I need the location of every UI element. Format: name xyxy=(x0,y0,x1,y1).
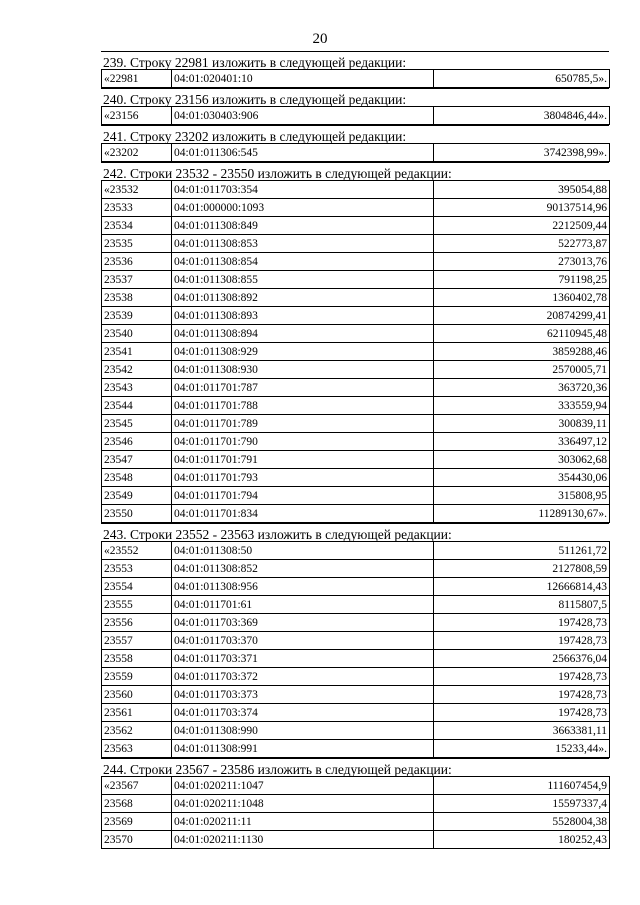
table-row xyxy=(102,578,610,596)
value-cell: 315808,95 xyxy=(434,487,610,505)
value-cell: 197428,73 xyxy=(434,668,610,686)
cadastral-number-cell: 04:01:011701:61 xyxy=(172,596,434,614)
table-row xyxy=(102,813,610,831)
table-row xyxy=(102,777,610,795)
table-row xyxy=(102,632,610,650)
table-row xyxy=(102,107,610,125)
value-cell: 273013,76 xyxy=(434,253,610,271)
data-table xyxy=(101,143,610,162)
row-number-cell: «23156 xyxy=(102,107,172,125)
table-row xyxy=(102,614,610,632)
row-number-cell: 23553 xyxy=(102,560,172,578)
table-row xyxy=(102,343,610,361)
cadastral-number-cell: 04:01:011308:849 xyxy=(172,217,434,235)
value-cell: 3742398,99». xyxy=(434,144,610,162)
table-row xyxy=(102,560,610,578)
cadastral-number-cell: 04:01:011701:788 xyxy=(172,397,434,415)
row-number-cell: 23561 xyxy=(102,704,172,722)
value-cell: 2566376,04 xyxy=(434,650,610,668)
value-cell: 2127808,59 xyxy=(434,560,610,578)
row-number-cell: 23550 xyxy=(102,505,172,523)
value-cell: 511261,72 xyxy=(434,542,610,560)
section-heading: 239. Строку 22981 изложить в следующей редакции: xyxy=(101,51,609,69)
value-cell: 354430,06 xyxy=(434,469,610,487)
row-number-cell: 23559 xyxy=(102,668,172,686)
row-number-cell: «22981 xyxy=(102,70,172,88)
row-number-cell: 23540 xyxy=(102,325,172,343)
cadastral-number-cell: 04:01:011306:545 xyxy=(172,144,434,162)
cadastral-number-cell: 04:01:011701:790 xyxy=(172,433,434,451)
section-heading: 242. Строки 23532 - 23550 изложить в следующей редакции: xyxy=(101,162,609,180)
cadastral-number-cell: 04:01:011308:894 xyxy=(172,325,434,343)
cadastral-number-cell: 04:01:011703:371 xyxy=(172,650,434,668)
value-cell: 2212509,44 xyxy=(434,217,610,235)
row-number-cell: 23544 xyxy=(102,397,172,415)
row-number-cell: 23539 xyxy=(102,307,172,325)
row-number-cell: 23543 xyxy=(102,379,172,397)
cadastral-number-cell: 04:01:011308:990 xyxy=(172,722,434,740)
table-row xyxy=(102,487,610,505)
table-row xyxy=(102,307,610,325)
row-number-cell: «23552 xyxy=(102,542,172,560)
cadastral-number-cell: 04:01:020211:1047 xyxy=(172,777,434,795)
table-row xyxy=(102,415,610,433)
value-cell: 197428,73 xyxy=(434,686,610,704)
cadastral-number-cell: 04:01:000000:1093 xyxy=(172,199,434,217)
cadastral-number-cell: 04:01:011703:369 xyxy=(172,614,434,632)
table-row xyxy=(102,469,610,487)
row-number-cell: 23554 xyxy=(102,578,172,596)
cadastral-number-cell: 04:01:011701:793 xyxy=(172,469,434,487)
table-row xyxy=(102,397,610,415)
cadastral-number-cell: 04:01:020401:10 xyxy=(172,70,434,88)
row-number-cell: «23532 xyxy=(102,181,172,199)
row-number-cell: 23547 xyxy=(102,451,172,469)
cadastral-number-cell: 04:01:011308:930 xyxy=(172,361,434,379)
table-row xyxy=(102,181,610,199)
cadastral-number-cell: 04:01:011701:834 xyxy=(172,505,434,523)
row-number-cell: 23558 xyxy=(102,650,172,668)
section-heading: 240. Строку 23156 изложить в следующей редакции: xyxy=(101,88,609,106)
table-row xyxy=(102,144,610,162)
cadastral-number-cell: 04:01:011703:374 xyxy=(172,704,434,722)
cadastral-number-cell: 04:01:011308:853 xyxy=(172,235,434,253)
cadastral-number-cell: 04:01:011703:373 xyxy=(172,686,434,704)
value-cell: 197428,73 xyxy=(434,614,610,632)
row-number-cell: 23535 xyxy=(102,235,172,253)
cadastral-number-cell: 04:01:011701:787 xyxy=(172,379,434,397)
row-number-cell: 23541 xyxy=(102,343,172,361)
cadastral-number-cell: 04:01:020211:1048 xyxy=(172,795,434,813)
table-row xyxy=(102,70,610,88)
table-row xyxy=(102,361,610,379)
table-row xyxy=(102,433,610,451)
row-number-cell: 23557 xyxy=(102,632,172,650)
section-heading: 243. Строки 23552 - 23563 изложить в следующей редакции: xyxy=(101,523,609,541)
row-number-cell: 23538 xyxy=(102,289,172,307)
row-number-cell: 23556 xyxy=(102,614,172,632)
value-cell: 3859288,46 xyxy=(434,343,610,361)
row-number-cell: 23562 xyxy=(102,722,172,740)
page-number: 20 xyxy=(312,31,328,47)
value-cell: 395054,88 xyxy=(434,181,610,199)
row-number-cell: 23533 xyxy=(102,199,172,217)
table-row xyxy=(102,831,610,849)
table-row xyxy=(102,686,610,704)
value-cell: 15597337,4 xyxy=(434,795,610,813)
value-cell: 1360402,78 xyxy=(434,289,610,307)
row-number-cell: 23569 xyxy=(102,813,172,831)
table-row xyxy=(102,325,610,343)
data-table xyxy=(101,69,610,88)
value-cell: 11289130,67». xyxy=(434,505,610,523)
row-number-cell: 23560 xyxy=(102,686,172,704)
row-number-cell: 23536 xyxy=(102,253,172,271)
value-cell: 3804846,44». xyxy=(434,107,610,125)
value-cell: 111607454,9 xyxy=(434,777,610,795)
table-row xyxy=(102,199,610,217)
table-row xyxy=(102,542,610,560)
data-table xyxy=(101,180,610,523)
data-table xyxy=(101,541,610,758)
value-cell: 2570005,71 xyxy=(434,361,610,379)
value-cell: 5528004,38 xyxy=(434,813,610,831)
row-number-cell: 23542 xyxy=(102,361,172,379)
value-cell: 363720,36 xyxy=(434,379,610,397)
table-row xyxy=(102,668,610,686)
row-number-cell: 23563 xyxy=(102,740,172,758)
value-cell: 90137514,96 xyxy=(434,199,610,217)
data-table xyxy=(101,776,610,849)
table-row xyxy=(102,217,610,235)
document-body xyxy=(101,51,609,849)
cadastral-number-cell: 04:01:011701:789 xyxy=(172,415,434,433)
cadastral-number-cell: 04:01:011308:892 xyxy=(172,289,434,307)
table-row xyxy=(102,722,610,740)
cadastral-number-cell: 04:01:011308:852 xyxy=(172,560,434,578)
value-cell: 180252,43 xyxy=(434,831,610,849)
cadastral-number-cell: 04:01:011308:855 xyxy=(172,271,434,289)
cadastral-number-cell: 04:01:011701:794 xyxy=(172,487,434,505)
value-cell: 336497,12 xyxy=(434,433,610,451)
value-cell: 197428,73 xyxy=(434,704,610,722)
cadastral-number-cell: 04:01:011308:893 xyxy=(172,307,434,325)
cadastral-number-cell: 04:01:011703:372 xyxy=(172,668,434,686)
row-number-cell: 23545 xyxy=(102,415,172,433)
cadastral-number-cell: 04:01:020211:1130 xyxy=(172,831,434,849)
value-cell: 522773,87 xyxy=(434,235,610,253)
cadastral-number-cell: 04:01:011308:956 xyxy=(172,578,434,596)
value-cell: 3663381,11 xyxy=(434,722,610,740)
row-number-cell: 23546 xyxy=(102,433,172,451)
table-row xyxy=(102,289,610,307)
cadastral-number-cell: 04:01:011308:929 xyxy=(172,343,434,361)
cadastral-number-cell: 04:01:011308:854 xyxy=(172,253,434,271)
table-row xyxy=(102,271,610,289)
row-number-cell: «23567 xyxy=(102,777,172,795)
value-cell: 197428,73 xyxy=(434,632,610,650)
table-row xyxy=(102,596,610,614)
value-cell: 8115807,5 xyxy=(434,596,610,614)
value-cell: 20874299,41 xyxy=(434,307,610,325)
row-number-cell: 23570 xyxy=(102,831,172,849)
row-number-cell: 23548 xyxy=(102,469,172,487)
cadastral-number-cell: 04:01:011308:50 xyxy=(172,542,434,560)
table-row xyxy=(102,704,610,722)
table-row xyxy=(102,740,610,758)
table-row xyxy=(102,451,610,469)
table-row xyxy=(102,253,610,271)
table-row xyxy=(102,235,610,253)
value-cell: 650785,5». xyxy=(434,70,610,88)
value-cell: 333559,94 xyxy=(434,397,610,415)
value-cell: 12666814,43 xyxy=(434,578,610,596)
row-number-cell: «23202 xyxy=(102,144,172,162)
value-cell: 303062,68 xyxy=(434,451,610,469)
value-cell: 791198,25 xyxy=(434,271,610,289)
cadastral-number-cell: 04:01:011703:370 xyxy=(172,632,434,650)
row-number-cell: 23534 xyxy=(102,217,172,235)
row-number-cell: 23568 xyxy=(102,795,172,813)
value-cell: 15233,44». xyxy=(434,740,610,758)
data-table xyxy=(101,106,610,125)
cadastral-number-cell: 04:01:030403:906 xyxy=(172,107,434,125)
section-heading: 241. Строку 23202 изложить в следующей редакции: xyxy=(101,125,609,143)
cadastral-number-cell: 04:01:020211:11 xyxy=(172,813,434,831)
value-cell: 300839,11 xyxy=(434,415,610,433)
cadastral-number-cell: 04:01:011703:354 xyxy=(172,181,434,199)
table-row xyxy=(102,650,610,668)
row-number-cell: 23555 xyxy=(102,596,172,614)
table-row xyxy=(102,795,610,813)
section-heading: 244. Строки 23567 - 23586 изложить в следующей редакции: xyxy=(101,758,609,776)
table-row xyxy=(102,505,610,523)
cadastral-number-cell: 04:01:011701:791 xyxy=(172,451,434,469)
row-number-cell: 23537 xyxy=(102,271,172,289)
cadastral-number-cell: 04:01:011308:991 xyxy=(172,740,434,758)
value-cell: 62110945,48 xyxy=(434,325,610,343)
row-number-cell: 23549 xyxy=(102,487,172,505)
table-row xyxy=(102,379,610,397)
